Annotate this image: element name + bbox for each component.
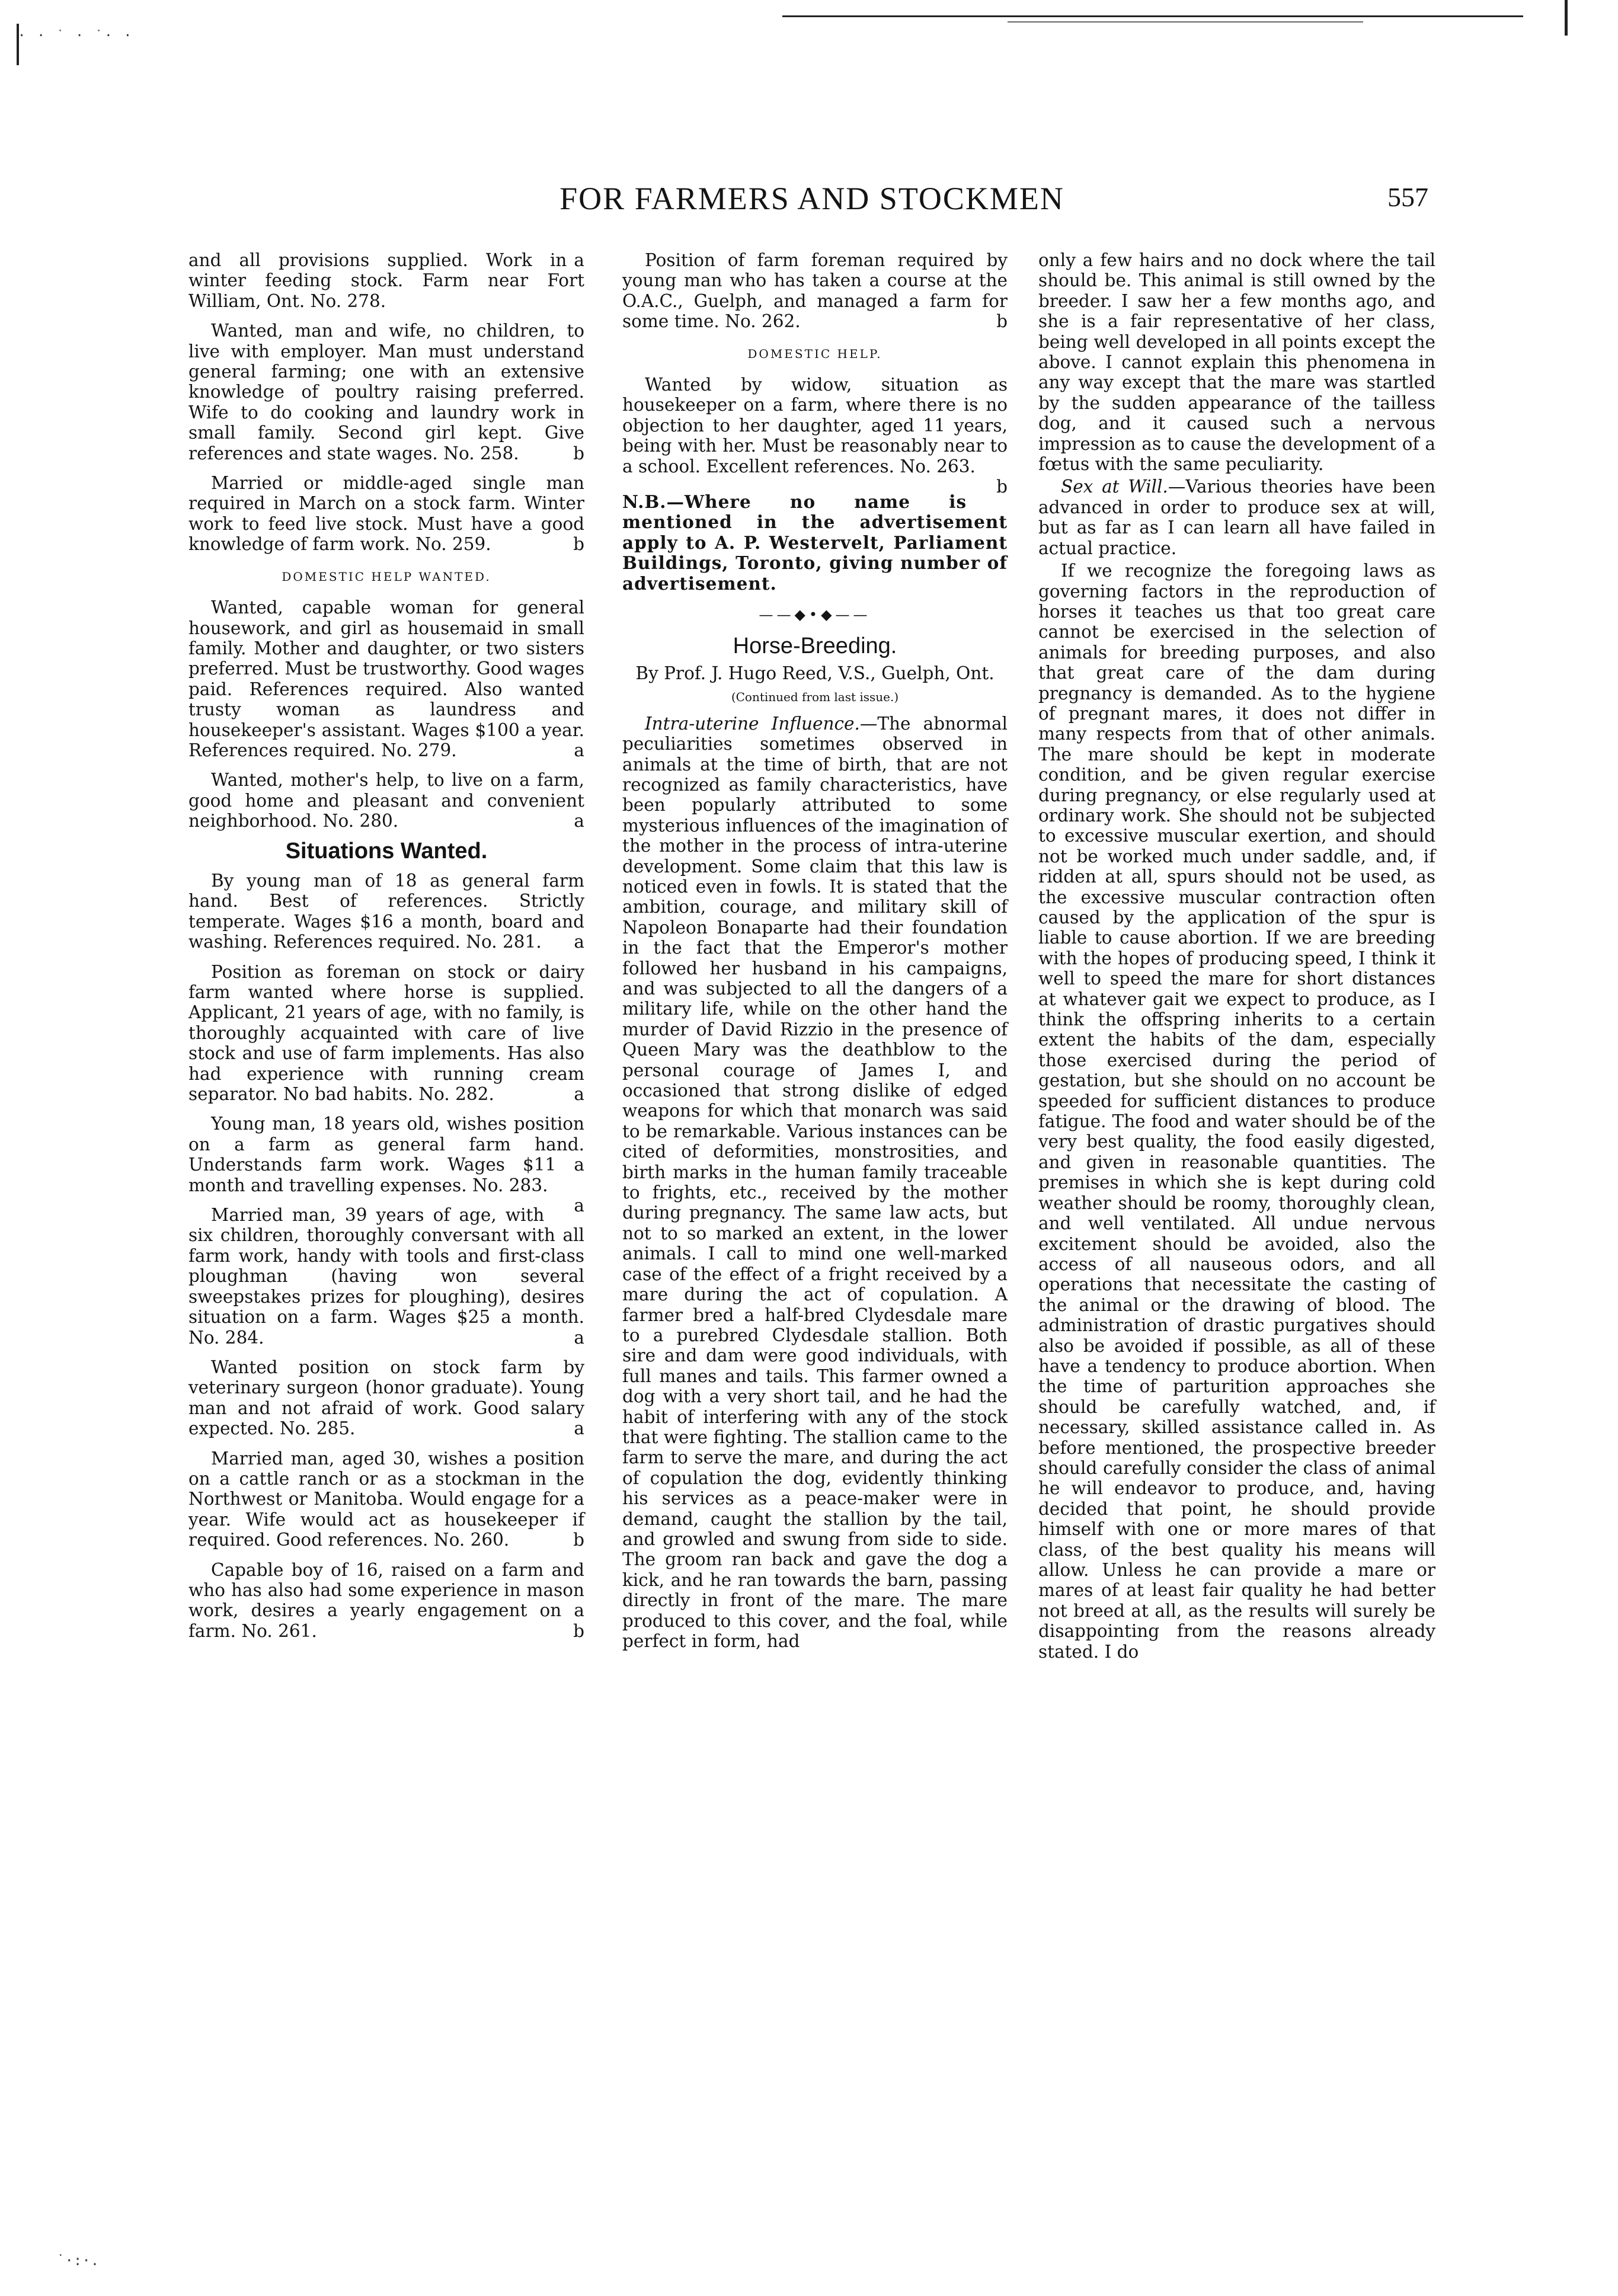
- ad-mark: b: [573, 1620, 584, 1641]
- ad-mark: b: [573, 534, 584, 555]
- ad-mark: a: [574, 250, 584, 270]
- ad-mark: a: [574, 1195, 584, 1216]
- ad-text: Young man, 18 years old, wishes position on a farm as general farm hand. Understands farm work. Wages $11 a month and travelling expenses. No. 283.: [188, 1114, 584, 1195]
- ad-278: [188, 250, 584, 311]
- domestic-help-heading: DOMESTIC HELP.: [747, 346, 882, 361]
- running-title: FOR FARMERS AND STOCKMEN: [559, 181, 1064, 216]
- ad-mark: a: [574, 1418, 584, 1439]
- situations-wanted-heading: Situations Wanted.: [285, 838, 488, 864]
- ad-text: Wanted position on stock farm by veterinary surgeon (honor graduate). Young man and not afraid of work. Good salary expected. No. 285.: [188, 1357, 584, 1439]
- ad-mark: b: [996, 477, 1008, 497]
- ad-text: Wanted by widow, situation as housekeeper on a farm, where there is no objection to her daughter, aged 11 years, being with her. Must be reasonably near to a school. Excellent references. No. 263.: [622, 375, 1008, 477]
- ad-text: Wanted, man and wife, no children, to live with employer. Man must understand general farming; one with an extensive knowledge of poultry raising preferred. Wife to do cooking and laundry work in small family. Second girl kept. Give references and state wages. No. 258.: [188, 321, 584, 463]
- ad-283: [188, 1114, 584, 1216]
- ad-mark: a: [574, 1327, 584, 1348]
- article-byline: By Prof. J. Hugo Reed, V.S., Guelph, Ont.: [635, 663, 995, 683]
- scan-top-rule: [782, 15, 1523, 17]
- ad-mark: b: [996, 311, 1008, 332]
- column-right: [1038, 250, 1435, 1664]
- scan-top-rule-short: [1008, 21, 1363, 23]
- ad-text: Capable boy of 16, raised on a farm and who has also had some experience in mason work, desires a yearly engagement on a farm. No. 261.: [188, 1559, 584, 1641]
- article-paragraph: [1038, 477, 1435, 558]
- ad-284: [188, 1205, 584, 1348]
- ad-text: Position as foreman on stock or dairy farm wanted where horse is supplied. Applicant, 21 years of age, with no family, is thoroughly acquainted with care of live stock and use of farm implements. Has also had experience with running cream separator. No bad habits. No. 282.: [188, 961, 584, 1105]
- page-number: 557: [1387, 182, 1428, 212]
- ad-262: [622, 250, 1008, 332]
- scan-specks-bottom: ˙·:·.: [56, 2252, 100, 2269]
- ad-text: By young man of 18 as general farm hand. Best of references. Strictly temperate. Wages $16 a month, board and washing. References required. No. 281.: [188, 870, 584, 952]
- article-title: Horse-Breeding.: [733, 633, 897, 658]
- ad-mark: a: [574, 932, 584, 952]
- scan-right-edge: [1565, 0, 1568, 36]
- ad-mark: a: [574, 1084, 584, 1105]
- ad-text: Married man, aged 30, wishes a position on a cattle ranch or as a stockman in the Northwest or Manitoba. Would engage for a year. Wife would act as housekeeper if required. Good references. No. 260.: [188, 1448, 584, 1550]
- ad-mark: b: [573, 443, 584, 463]
- ad-mark: a: [574, 740, 584, 760]
- ad-279: [188, 597, 584, 760]
- ad-mark: b: [573, 1530, 584, 1550]
- ad-text: Married or middle-aged single man required in March on a stock farm. Winter work to feed live stock. Must have a good knowledge of farm work. No. 259.: [188, 473, 584, 555]
- article-paragraph: If we recognize the foregoing laws as governing factors in the reproduction of horses it teaches us that too great care cannot be exercised in the selection of animals for breeding purposes, and also that great care of the dam during pregnancy is demanded. As to the hygiene of pregnant mares, it does not differ in many respects from that of other animals. The mare should be kept in moderate condition, and be given regular exercise during pregnancy, or else regularly used at ordinary work. She should not be subjected to excessive muscular exertion, and should not be worked much under saddle, and, if ridden at all, spurs should not be used, as the excessive muscular contraction often caused by the application of the spur is liable to cause abortion. If we are breeding with the hopes of producing speed, I think it well to speed the mare for short distances at whatever gait we expect to produce, as I think the offspring inherits to a certain extent the habits of the dam, especially those exercised during the period of gestation, but she should on no account be speeded for sufficient distances to produce fatigue. The food and water should be of the very best quality, the food easily digested, and given in reasonable quantities. The premises in which she is kept during cold weather should be roomy, thoroughly clean, and well ventilated. All undue nervous excitement should be avoided, also the access of all nauseous odors, and all operations that necessitate the casting of the animal or the drawing of blood. The administration of drastic purgatives should also be avoided if possible, as all of these have a tendency to produce abortion. When the time of parturition approaches she should be carefully watched, and, if necessary, skilled assistance called in. As before mentioned, the prospective breeder should carefully consider the class of animal he will endeavor to produce, and, having decided that point, he should provide himself with one or more mares of that class, of the best quality his means will allow. Unless he can provide a mare or mares of at least fair quality he had better not breed at all, as the results will surely be disappointing from the reasons already stated. I do: [1038, 561, 1435, 1662]
- continued-note: (Continued from last issue.): [731, 690, 899, 705]
- article-paragraph: [622, 714, 1008, 1652]
- column-left: [188, 250, 584, 1651]
- ad-258: [188, 321, 584, 463]
- run-in-heading: Intra-uterine Influence.: [645, 713, 860, 734]
- ad-263: [622, 375, 1008, 497]
- run-in-heading: Sex at Will.: [1061, 477, 1168, 497]
- ornament-divider: ——◆•◆——: [759, 606, 871, 623]
- ad-282: [188, 962, 584, 1105]
- column-middle: [622, 250, 1008, 1654]
- paragraph-text: —Various theories have been advanced in order to produce sex at will, but as far as I can learn all have failed in actual practice.: [1038, 477, 1435, 558]
- ad-text: Wanted, capable woman for general housework, and girl as housemaid in small family. Mother and daughter, or two sisters preferred. Must be trustworthy. Good wages paid. References required. Also wanted trusty woman as laundress and housekeeper's assistant. Wages $100 a year. References required. No. 279.: [188, 597, 584, 760]
- ad-text: Married man, 39 years of age, with six children, thoroughly conversant with all farm work, handy with tools and first-class ploughman (having won several sweepstakes prizes for ploughing), desires situation on a farm. Wages $25 a month. No. 284.: [188, 1205, 584, 1348]
- page-header: [196, 178, 1428, 219]
- ad-260: [188, 1448, 584, 1550]
- ad-281: [188, 871, 584, 952]
- domestic-help-wanted-heading: DOMESTIC HELP WANTED.: [282, 569, 491, 584]
- scan-specks: · · ˙ · ˙· ·: [18, 28, 133, 43]
- ad-text: Position of farm foreman required by young man who has taken a course at the O.A.C., Guelph, and managed a farm for some time. No. 262.: [622, 250, 1008, 332]
- nb-notice: N.B.—Where no name is mentioned in the advertisement apply to A. P. Westervelt, Parliament Buildings, Toronto, giving number of advertisement.: [622, 491, 1008, 594]
- ad-259: [188, 473, 584, 555]
- ad-text: and all provisions supplied. Work in winter feeding stock. Farm near Fort William, Ont. No. 278.: [188, 250, 584, 311]
- ad-261: [188, 1560, 584, 1642]
- ad-text: Wanted, mother's help, to live on a farm, good home and pleasant and convenient neighborhood. No. 280.: [188, 770, 584, 832]
- ad-mark: a: [574, 811, 584, 832]
- paragraph-text: —The abnormal peculiarities sometimes observed in animals at the time of birth, that are not recognized as family characteristics, have been popularly attributed to some mysterious influences of the imagination of the mother in the process of intra-uterine development. Some claim that this law is noticed even in fowls. It is stated that the ambition, courage, and military skill of Napoleon Bonaparte had their foundation in the fact that the Emperor's mother followed her husband in his campaigns, and was subjected to all the dangers of a military life, while on the other hand the murder of David Rizzio in the presence of Queen Mary was the deathblow to the personal courage of James I, and occasioned that strong dislike of edged weapons for which that monarch was said to be remarkable. Various instances can be cited of deformities, monstrosities, and birth marks in the human family traceable to frights, etc., received by the mother during pregnancy. The same law acts, but not to so marked an extent, in the lower animals. I call to mind one well-marked case of the effect of a fright received by a mare during the act of copulation. A farmer bred a half-bred Clydesdale mare to a purebred Clydesdale stallion. Both sire and dam were good individuals, with full manes and tails. This farmer owned a dog with a very short tail, and he had the habit of interfering with any of the stock that were fighting. The stallion came to the farm to serve the mare, and during the act of copulation the dog, evidently thinking his services as a peace-maker were in demand, caught the stallion by the tail, and growled and swung from side to side. The groom ran back and gave the dog a kick, and he ran towards the barn, passing directly in front of the mare. The mare produced to this cover, and the foal, while perfect in form, had: [622, 713, 1008, 1651]
- paragraph-continued: only a few hairs and no dock where the tail should be. This animal is still owned by the breeder. I saw her a few months ago, and she is a fair representative of her class, being well developed in all points except the above. I cannot explain this phenomena in any way except that the mare was startled by the sudden appearance of the tailless dog, and it caused such a nervous impression as to cause the development of a fœtus with the same peculiarity.: [1038, 250, 1435, 475]
- ad-280: [188, 770, 584, 831]
- ad-285: [188, 1357, 584, 1439]
